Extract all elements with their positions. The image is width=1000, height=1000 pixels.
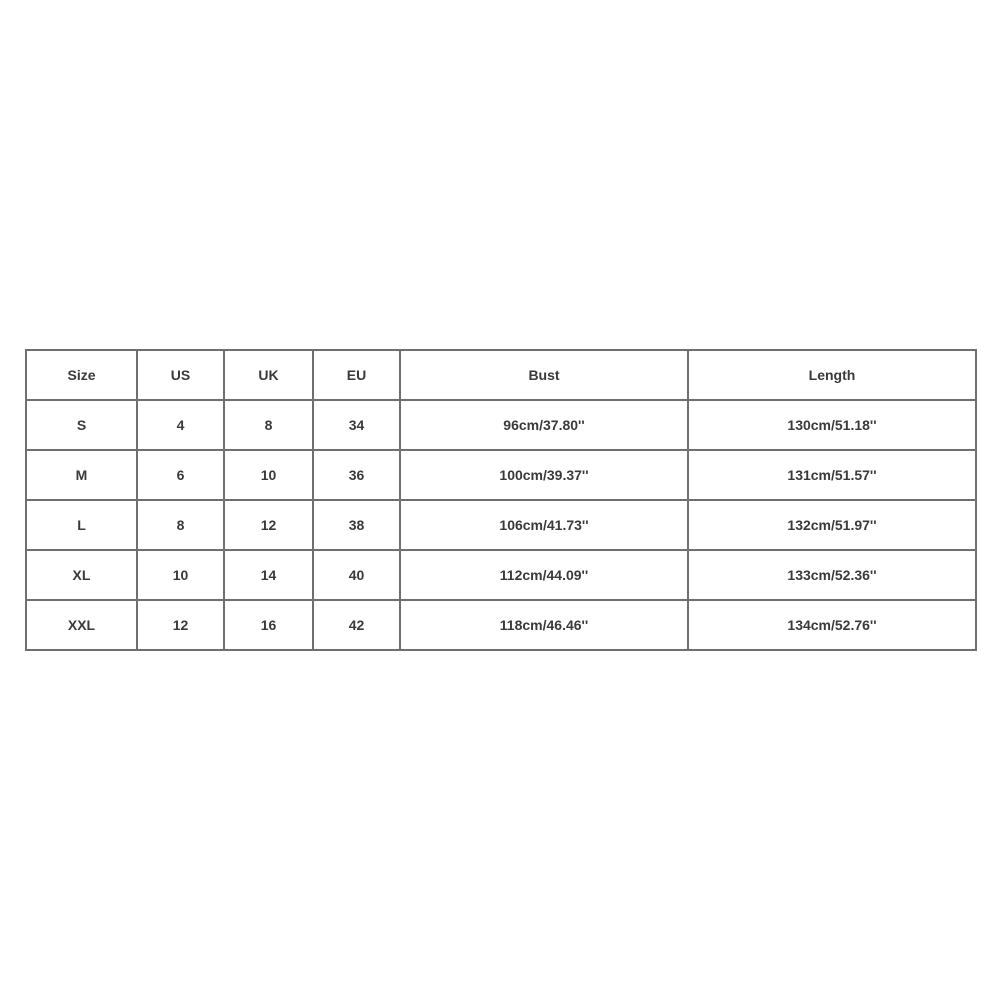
header-us: US [137, 350, 224, 400]
header-uk: UK [224, 350, 313, 400]
cell-eu: 40 [313, 550, 400, 600]
cell-uk: 16 [224, 600, 313, 650]
cell-us: 6 [137, 450, 224, 500]
cell-uk: 14 [224, 550, 313, 600]
header-length: Length [688, 350, 976, 400]
header-eu: EU [313, 350, 400, 400]
cell-size: L [26, 500, 137, 550]
cell-bust: 96cm/37.80'' [400, 400, 688, 450]
cell-length: 134cm/52.76'' [688, 600, 976, 650]
cell-eu: 34 [313, 400, 400, 450]
cell-eu: 42 [313, 600, 400, 650]
cell-length: 133cm/52.36'' [688, 550, 976, 600]
header-bust: Bust [400, 350, 688, 400]
cell-uk: 8 [224, 400, 313, 450]
cell-us: 10 [137, 550, 224, 600]
table-row [26, 550, 976, 600]
cell-length: 132cm/51.97'' [688, 500, 976, 550]
cell-eu: 38 [313, 500, 400, 550]
cell-bust: 100cm/39.37'' [400, 450, 688, 500]
cell-bust: 112cm/44.09'' [400, 550, 688, 600]
cell-size: XXL [26, 600, 137, 650]
cell-length: 130cm/51.18'' [688, 400, 976, 450]
table-row [26, 450, 976, 500]
cell-bust: 106cm/41.73'' [400, 500, 688, 550]
cell-uk: 10 [224, 450, 313, 500]
cell-us: 8 [137, 500, 224, 550]
cell-eu: 36 [313, 450, 400, 500]
cell-size: XL [26, 550, 137, 600]
header-row [26, 350, 976, 400]
size-chart-table [25, 349, 977, 651]
cell-uk: 12 [224, 500, 313, 550]
header-size: Size [26, 350, 137, 400]
cell-length: 131cm/51.57'' [688, 450, 976, 500]
cell-size: M [26, 450, 137, 500]
table-row [26, 600, 976, 650]
cell-us: 4 [137, 400, 224, 450]
cell-bust: 118cm/46.46'' [400, 600, 688, 650]
table-row [26, 400, 976, 450]
cell-us: 12 [137, 600, 224, 650]
table-row [26, 500, 976, 550]
cell-size: S [26, 400, 137, 450]
